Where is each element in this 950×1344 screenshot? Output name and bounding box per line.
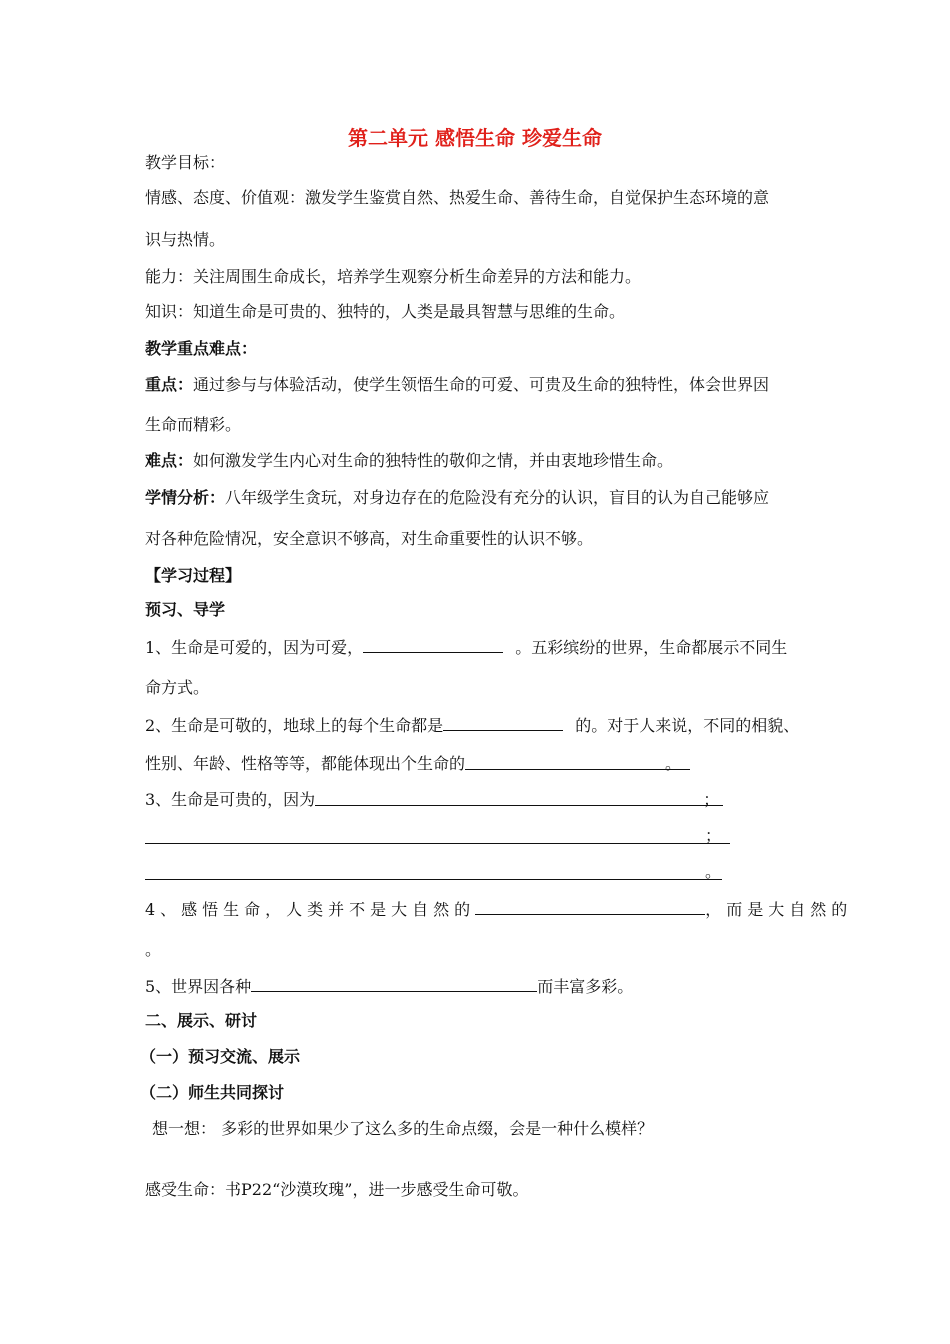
page-title: 第二单元 感悟生命 珍爱生命 (348, 126, 602, 150)
q4-text-b: ，而是大自然的 (705, 900, 853, 919)
question-4 (145, 898, 852, 920)
analysis-line1 (145, 488, 769, 508)
q2-blank-2[interactable]: 。 (465, 754, 690, 770)
think-prompt: 想一想： 多彩的世界如果少了这么多的生命点缀，会是一种什么模样？ (152, 1119, 654, 1138)
q5-text-b: 而丰富多彩。 (537, 977, 634, 996)
objective-ability: 能力：关注周围生命成长，培养学生观察分析生命差异的方法和能力。 (145, 267, 642, 286)
focus-text: 通过参与与体验活动，使学生领悟生命的可爱、可贵及生命的独特性，体会世界因 (193, 375, 770, 394)
q1-blank[interactable] (363, 636, 503, 653)
subsection-1: （一）预习交流、展示 (140, 1047, 301, 1066)
difficulty-label: 难点： (145, 451, 194, 470)
focus-line2: 生命而精彩。 (145, 415, 242, 434)
objective-emotion-line1: 情感、态度、价值观：激发学生鉴赏自然、热爱生命、善待生命，自觉保护生态环境的意 (145, 188, 770, 207)
q5-text-a: 5、世界因各种 (145, 977, 252, 996)
feel-prompt: 感受生命：书P22“沙漠玫瑰”，进一步感受生命可敬。 (145, 1180, 529, 1199)
q1-text-a: 1、生命是可爱的，因为可爱， (145, 638, 364, 657)
question-5 (145, 975, 633, 997)
q2-line2 (145, 754, 690, 774)
difficulty-line (145, 451, 673, 471)
subsection-2: （二）师生共同探讨 (140, 1083, 285, 1102)
q5-blank[interactable] (251, 975, 537, 992)
q3-blank-2[interactable] (145, 843, 730, 844)
q3-semicolon-2: ； (705, 826, 722, 845)
focus-line1 (145, 375, 769, 395)
objectives-heading: 教学目标： (145, 153, 226, 172)
focus-label: 重点： (145, 375, 194, 394)
key-points-heading: 教学重点难点： (145, 339, 258, 358)
preview-heading: 预习、导学 (145, 600, 226, 619)
process-heading: 【学习过程】 (145, 566, 242, 585)
q1-line2: 命方式。 (145, 678, 210, 697)
question-2 (145, 714, 799, 736)
objective-knowledge: 知识：知道生命是可贵的、独特的，人类是最具智慧与思维的生命。 (145, 302, 626, 321)
q1-text-b: 。五彩缤纷的世界，生命都展示不同生 (515, 638, 788, 657)
q2-text-c: 性别、年龄、性格等等，都能体现出个生命的 (145, 754, 466, 773)
analysis-text: 八年级学生贪玩，对身边存在的危险没有充分的认识，盲目的认为自己能够应 (225, 488, 770, 507)
q3-blank-1[interactable]: ； (315, 790, 723, 806)
analysis-line2: 对各种危险情况，安全意识不够高，对生命重要性的认识不够。 (145, 529, 594, 548)
q2-blank[interactable] (443, 714, 563, 731)
question-3 (145, 790, 723, 810)
q2-text-a: 2、生命是可敬的，地球上的每个生命都是 (145, 716, 444, 735)
q4-text-a: 4、感悟生命，人类并不是大自然的 (145, 900, 476, 919)
analysis-label: 学情分析： (145, 488, 226, 507)
objective-emotion-line2: 识与热情。 (145, 230, 226, 249)
q4-line2: 。 (145, 940, 162, 959)
q3-blank-3[interactable] (145, 879, 722, 880)
question-1 (145, 636, 787, 658)
q2-text-b: 的。对于人来说，不同的相貌、 (575, 716, 800, 735)
q3-period: 。 (705, 862, 722, 881)
q3-text-a: 3、生命是可贵的，因为 (145, 790, 316, 809)
q4-blank[interactable] (475, 898, 705, 915)
difficulty-text: 如何激发学生内心对生命的独特性的敬仰之情，并由衷地珍惜生命。 (193, 451, 674, 470)
section-2-heading: 二、展示、研讨 (145, 1011, 258, 1030)
